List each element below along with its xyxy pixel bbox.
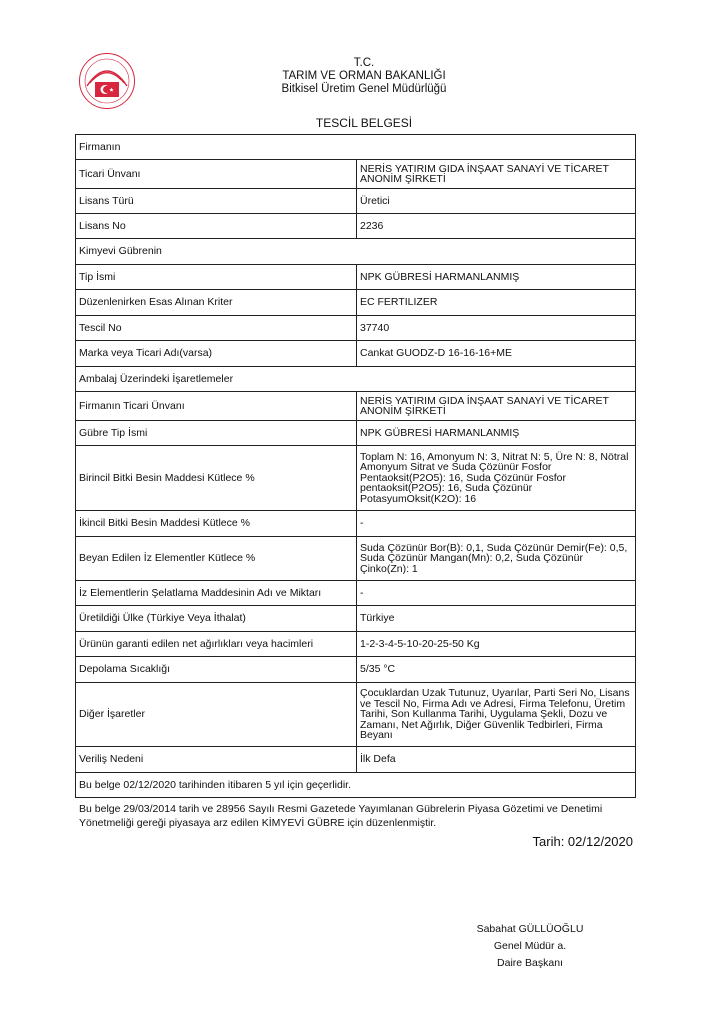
field-value: 37740 (357, 316, 636, 341)
field-label: Birincil Bitki Besin Maddesi Kütlece % (76, 446, 357, 511)
field-label: İz Elementlerin Şelatlama Maddesinin Adı ve Miktarı (76, 581, 357, 606)
field-label: Lisans No (76, 214, 357, 239)
field-value: NERİS YATIRIM GIDA İNŞAAT SANAYİ VE TİCARET ANONİM ŞİRKETİ (357, 160, 636, 189)
field-label: Gübre Tip İsmi (76, 421, 357, 446)
field-value: Üretici (357, 189, 636, 214)
field-value: Toplam N: 16, Amonyum N: 3, Nitrat N: 5, Üre N: 8, Nötral Amonyum Sitrat ve Suda Çözünür Fosfor Pentaoksit(P2O5): 16, Suda Çözünür Fosfor pentaoksit(P2O5): 16, Suda Çözünür PotasyumOksit(K2O): 16 (357, 446, 636, 511)
field-label: Tip İsmi (76, 265, 357, 290)
field-value: NERİS YATIRIM GIDA İNŞAAT SANAYİ VE TİCARET ANONİM ŞİRKETİ (357, 392, 636, 421)
regulation-note: Bu belge 29/03/2014 tarih ve 28956 Sayılı Resmi Gazetede Yayımlanan Gübrelerin Piyasa Gözetimi ve Denetimi Yönetmeliği gereği piyasaya arz edilen KİMYEVİ GÜBRE için düzenlenmiştir. (79, 803, 603, 829)
field-value: NPK GÜBRESİ HARMANLANMIŞ (357, 265, 636, 290)
ministry-seal-logo (78, 52, 136, 110)
section-header-gubre: Kimyevi Gübrenin (76, 239, 636, 265)
field-value: - (357, 581, 636, 606)
signatory-title: Genel Müdür a. (493, 940, 567, 952)
field-value: Cankat GUODZ-D 16-16-16+ME (357, 341, 636, 367)
field-label: Üretildiği Ülke (Türkiye Veya İthalat) (76, 606, 357, 632)
signatory-name: Sabahat GÜLLÜOĞLU (476, 923, 584, 935)
field-value: EC FERTILIZER (357, 290, 636, 316)
field-label: Ticari Ünvanı (76, 160, 357, 189)
field-value: 2236 (357, 214, 636, 239)
ministry-header (250, 57, 478, 96)
field-label: Tescil No (76, 316, 357, 341)
field-value: 1-2-3-4-5-10-20-25-50 Kg (357, 632, 636, 657)
field-value: Türkiye (357, 606, 636, 632)
issue-date: Tarih: 02/12/2020 (532, 834, 633, 849)
field-label: Diğer İşaretler (76, 683, 357, 747)
header-line-ministry: TARIM VE ORMAN BAKANLIĞI (282, 70, 446, 82)
registration-table (75, 134, 636, 798)
validity-statement: Bu belge 02/12/2020 tarihinden itibaren 5 yıl için geçerlidir. (76, 773, 636, 798)
document-title: TESCİL BELGESİ (315, 116, 413, 130)
field-label: Firmanın Ticari Ünvanı (76, 392, 357, 421)
field-label: Ürünün garanti edilen net ağırlıkları veya hacimleri (76, 632, 357, 657)
field-value: NPK GÜBRESİ HARMANLANMIŞ (357, 421, 636, 446)
field-label: Depolama Sıcaklığı (76, 657, 357, 683)
field-label: Marka veya Ticari Adı(varsa) (76, 341, 357, 367)
field-label: Lisans Türü (76, 189, 357, 214)
field-label: Beyan Edilen İz Elementler Kütlece % (76, 537, 357, 581)
signatory-department: Daire Başkanı (497, 957, 563, 969)
field-label: İkincil Bitki Besin Maddesi Kütlece % (76, 511, 357, 537)
field-value: İlk Defa (357, 747, 636, 773)
section-header-firma: Firmanın (76, 135, 636, 160)
field-value: - (357, 511, 636, 537)
field-value: Suda Çözünür Bor(B): 0,1, Suda Çözünür Demir(Fe): 0,5, Suda Çözünür Mangan(Mn): 0,2, Suda Çözünür Çinko(Zn): 1 (357, 537, 636, 581)
field-label: Veriliş Nedeni (76, 747, 357, 773)
field-label: Düzenlenirken Esas Alınan Kriter (76, 290, 357, 316)
section-header-ambalaj: Ambalaj Üzerindeki İşaretlemeler (76, 367, 636, 392)
signature-block (450, 921, 610, 972)
field-value: Çocuklardan Uzak Tutunuz, Uyarılar, Parti Seri No, Lisans ve Tescil No, Firma Adı ve Adresi, Firma Telefonu, Üretim Tarihi, Son Kullanma Tarihi, Uygulama Şekli, Dozu ve Zamanı, Net Ağırlık, Diğer Güvenlik Tedbirleri, Firma Beyanı (357, 683, 636, 747)
header-line-directorate: Bitkisel Üretim Genel Müdürlüğü (281, 83, 447, 95)
header-line-tc: T.C. (353, 57, 375, 69)
field-value: 5/35 °C (357, 657, 636, 683)
